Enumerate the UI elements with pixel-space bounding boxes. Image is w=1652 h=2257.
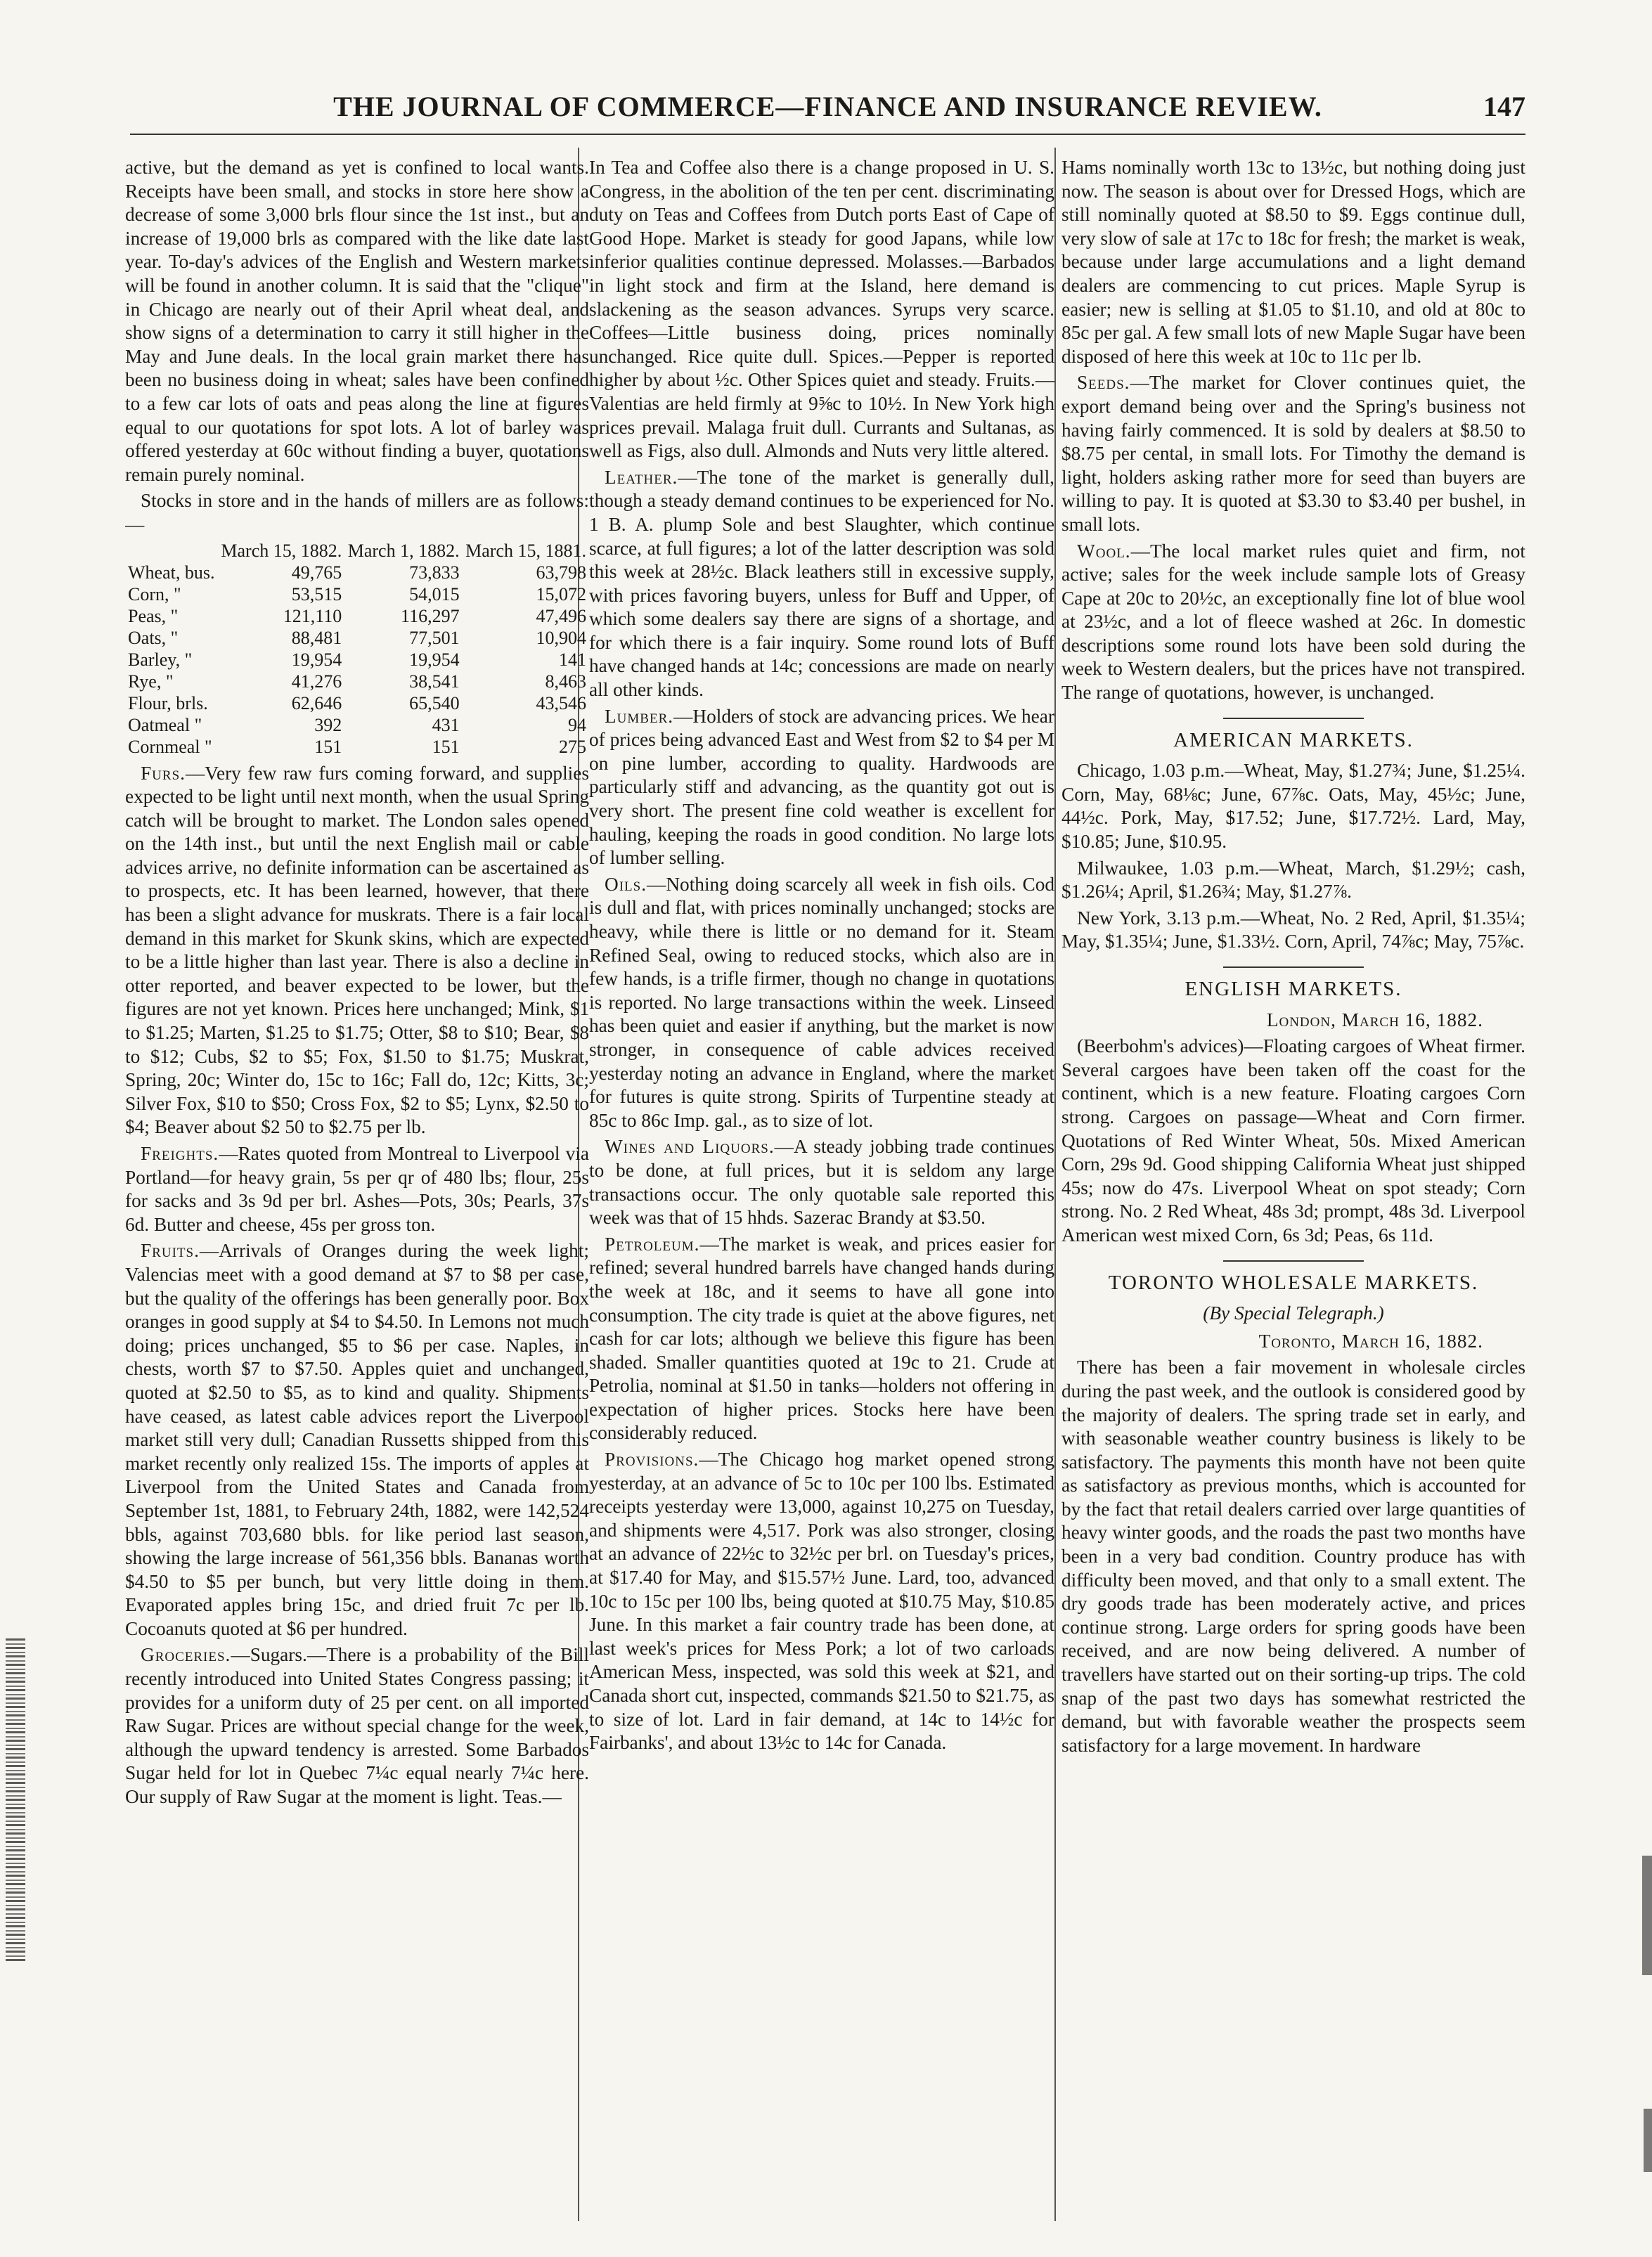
stock-value: 141 xyxy=(559,649,586,670)
lumber-heading: Lumber. xyxy=(605,705,674,727)
stock-value: 53,515 xyxy=(291,583,342,604)
stock-commodity: Cornmeal " xyxy=(128,736,212,757)
furs-paragraph: Furs.—Very few raw furs coming forward, and supplies expected to be light until next month, when the usual Spring catch will be brought to market. The London sales opened on the 14th inst., but until the next English mail or cable advices arrive, no definite information can be ascertained as to prospects, etc. It has been learned, however, that there has been a slight advance for muskrats. There is a fair local demand in this market for Skunk skins, which are expected to be a little higher than last year. There is also a decline in otter reported, and beaver expected to be lower, but the figures are not yet known. Prices here unchanged; Mink, $1 to $1.25; Marten, $1.25 to $1.75; Otter, $8 to $10; Bear, $8 to $12; Cubs, $2 to $5; Fox, $1.50 to $1.75; Muskrat, Spring, 20c; Winter do, 15c to 16c; Fall do, 12c; Kitts, 3c; Silver Fox, $10 to $50; Cross Fox, $2 to $5; Lynx, $2.50 to $4; Beaver about $2 50 to $2.75 per lb. xyxy=(125,762,589,1138)
stock-value: 431 xyxy=(432,714,460,735)
seeds-paragraph: Seeds.—The market for Clover continues quiet, the export demand being over and the Spring's business not having fairly commenced. It is sold by dealers at $8.50 to $8.75 per cental, in small lots. For Timothy the demand is light, holders asking rather more for seed than buyers are willing to pay. It is quoted at $3.30 to $3.40 per bushel, in small lots. xyxy=(1061,372,1525,535)
stock-commodity: Flour, brls. xyxy=(128,692,208,713)
section-rule xyxy=(1223,1260,1364,1262)
stock-value: 392 xyxy=(314,714,342,735)
page-number: 147 xyxy=(1483,91,1525,122)
leather-paragraph: Leather.—The tone of the market is generally dull, though a steady demand continues to be experienced for No. 1 B. A. plump Sole and best Slaughter, which continue scarce, at full figures; a lot of the latter description was sold this week at 28½c. Black leathers still in excessive supply, with prices favoring buyers, unless for Buff and Upper, of which some dealers say there are signs of a shortage, and for which there is a fair inquiry. Some round lots of Buff have changed hands at 14c; concessions are made on nearly all other kinds. xyxy=(589,466,1054,701)
stock-value: 275 xyxy=(559,736,586,757)
provisions-paragraph: Provisions.—The Chicago hog market opened strong yesterday, at an advance of 5c to 10c per 100 lbs. Estimated receipts yesterday were 13,000, against 10,275 on Tuesday, and shipments were 4,517. Pork was also stronger, closing at an advance of 22½c to 32½c per brl. on Tuesday's prices, at $17.40 for May, and $15.57½ June. Lard, too, advanced 10c to 15c per 100 lbs, being quoted at $10.75 May, $10.85 June. In this market a fair country trade has been done, at last week's prices for Mess Pork; a lot of two carloads American Mess, inspected, was sold this week at $21, and Canada short cut, inspected, commands $21.50 to $21.75, as to size of lot. Lard in fair demand, at 14c to 14½c for Fairbanks', and about 13½c to 14c for Canada. xyxy=(589,1449,1054,1754)
stock-table-row xyxy=(125,649,589,671)
stocks-intro: Stocks in store and in the hands of millers are as follows:— xyxy=(125,490,589,535)
american-new-york: New York, 3.13 p.m.—Wheat, No. 2 Red, April, $1.35¼; May, $1.35¼; June, $1.33½. Corn, April, 74⅞c; May, 75⅞c. xyxy=(1061,907,1525,952)
hams-paragraph: Hams nominally worth 13c to 13½c, but nothing doing just now. The season is about over for Dressed Hogs, which are still nominally quoted at $8.50 to $9. Eggs continue dull, very slow of sale at 17c to 18c for fresh; the market is weak, because under large accumulations and a light demand dealers are commencing to cut prices. Maple Syrup is easier; new is selling at $1.05 to $1.10, and old at 80c to 85c per gal. A few small lots of new Maple Sugar have been disposed of here this week at 10c to 11c per lb. xyxy=(1061,157,1525,367)
stock-commodity: Peas, " xyxy=(128,605,179,626)
provisions-heading: Provisions. xyxy=(605,1449,699,1470)
wines-heading: Wines and Liquors. xyxy=(605,1136,775,1158)
groceries-heading: Groceries. xyxy=(141,1644,231,1666)
stock-table-row xyxy=(125,736,589,758)
stock-table-row xyxy=(125,671,589,692)
stock-table-row xyxy=(125,562,589,583)
freights-paragraph: Freights.—Rates quoted from Montreal to Liverpool via Portland—for heavy grain, 5s per qr of 480 lbs; flour, 25s for sacks and 3s 9d per brl. Ashes—Pots, 30s; Pearls, 37s 6d. Butter and cheese, 45s per gross ton. xyxy=(125,1143,589,1235)
stock-value: 15,072 xyxy=(536,583,586,604)
stock-table xyxy=(125,540,589,758)
lumber-paragraph: Lumber.—Holders of stock are advancing prices. We hear of prices being advanced East and West from $2 to $4 per M on pine lumber, according to quality. Hardwoods are particularly stiff and advancing, as the quantity got out is very short. The present fine cold weather is excellent for hauling, keeping the roads in good condition. No large lots of lumber selling. xyxy=(589,705,1054,869)
freights-heading: Freights. xyxy=(141,1143,219,1164)
column-rule-2 xyxy=(1054,148,1056,2221)
stock-value: 10,904 xyxy=(536,627,586,648)
stock-commodity: Corn, " xyxy=(128,583,181,604)
header-rule xyxy=(130,134,1525,135)
stock-table-row xyxy=(125,583,589,605)
toronto-markets-heading: TORONTO WHOLESALE MARKETS. xyxy=(1108,1271,1479,1294)
fruits-heading: Fruits. xyxy=(141,1240,200,1262)
fruits-paragraph: Fruits.—Arrivals of Oranges during the week light; Valencias meet with a good demand at $7 to $8 per case, but the quality of the offerings has been generally poor. Box oranges in good supply at $4 to $4.50. In Lemons not much doing; prices unchanged, $5 to $6 per case. Naples, in chests, worth $7 to $7.50. Apples quiet and unchanged, quoted at $2.50 to $5, as to kind and quality. Shipments have ceased, as latest cable advices report the Liverpool market still very dull; Canadian Russetts shipped from this market recently only realized 15s. The imports of apples at Liverpool from the United States and Canada from September 1st, 1881, to February 24th, 1882, were 142,524 bbls, against 703,680 bbls. for like period last season, showing the large increase of 561,356 bbls. Bananas worth $4.50 to $5 per bunch, but very little doing in them. Evaporated apples bring 15c, and dried fruit 7c per lb. Cocoanuts quoted at $6 per hundred. xyxy=(125,1240,589,1639)
stock-commodity: Barley, " xyxy=(128,649,193,670)
scan-edge-mark xyxy=(1644,2109,1652,2172)
stock-table-row xyxy=(125,714,589,736)
toronto-subheading: (By Special Telegraph.) xyxy=(1203,1302,1384,1324)
stock-value: 19,954 xyxy=(409,649,460,670)
stock-commodity: Oatmeal " xyxy=(128,714,202,735)
stock-value: 121,110 xyxy=(283,605,342,626)
stock-commodity: Wheat, bus. xyxy=(128,562,215,583)
stock-value: 38,541 xyxy=(409,671,460,692)
furs-heading: Furs. xyxy=(141,762,186,784)
english-markets-paragraph: (Beerbohm's advices)—Floating cargoes of Wheat firmer. Several cargoes have been taken off the coast for the continent, which is a new feature. Floating cargoes Corn strong. Cargoes on passage—Wheat and Corn firmer. Quotations of Red Winter Wheat, 50s. Mixed American Corn, 29s 9d. Good shipping California Wheat just shipped 45s; now do 47s. Liverpool Wheat on spot steady; Corn strong. No. 2 Red Wheat, 48s 3d; prompt, 48s 3d. Liverpool American west mixed Corn, 6s 3d; Peas, 6s 11d. xyxy=(1061,1035,1525,1246)
stock-table-row xyxy=(125,692,589,714)
english-dateline: London, March 16, 1882. xyxy=(1266,1009,1483,1030)
american-markets-heading: AMERICAN MARKETS. xyxy=(1173,728,1414,751)
stock-value: 8,463 xyxy=(545,671,586,692)
leather-heading: Leather. xyxy=(605,466,678,488)
stock-value: 65,540 xyxy=(409,692,460,713)
stock-table-row xyxy=(125,627,589,649)
seeds-heading: Seeds. xyxy=(1077,372,1130,394)
stock-value: 73,833 xyxy=(409,562,460,583)
stock-commodity: Rye, " xyxy=(128,671,174,692)
stock-value: 62,646 xyxy=(291,692,342,713)
stock-value: 47,496 xyxy=(536,605,586,626)
teas-paragraph: In Tea and Coffee also there is a change proposed in U. S. Congress, in the abolition of the ten per cent. discriminating duty on Teas and Coffees from Dutch ports East of Cape of Good Hope. Market is steady for good Japans, while low inferior qualities continue depressed. Molasses.—Barbados in light stock and firm at the Island, here demand is slackening as the season advances. Syrups very scarce. Coffees—Little business doing, prices nominally unchanged. Rice quite dull. Spices.—Pepper is reported higher by about ½c. Other Spices quiet and steady. Fruits.—Valentias are held firmly at 9⅝c to 10½. In New York high prices prevail. Malaga fruit dull. Currants and Sultanas, as well as Figs, also dull. Almonds and Nuts very little altered. xyxy=(589,157,1054,462)
stock-value: 77,501 xyxy=(409,627,460,648)
grain-market-paragraph: active, but the demand as yet is confined to local wants. Receipts have been small, and stocks in store here show a decrease of some 3,000 brls flour since the 1st inst., but an increase of 19,000 brls as compared with the like date last year. To-day's advices of the English and Western markets will be found in another column. It is said that the "clique" in Chicago are nearly out of their April wheat deal, and show signs of a determination to carry it still higher in the May and June deals. In the local grain market there has been no business doing in wheat; sales have been confined to a few car lots of oats and peas along the line at figures equal to our quotations for spot lots. A lot of barley was offered yesterday at 60c without finding a buyer, quotations remain purely nominal. xyxy=(125,157,589,485)
american-chicago: Chicago, 1.03 p.m.—Wheat, May, $1.27¾; June, $1.25¼. Corn, May, 68⅛c; June, 67⅞c. Oats, May, 45½c; June, 44½c. Pork, May, $17.52; June, $17.72½. Lard, May, $10.85; June, $10.95. xyxy=(1061,760,1525,853)
english-markets-heading: ENGLISH MARKETS. xyxy=(1185,978,1402,1000)
section-rule xyxy=(1223,718,1364,719)
american-milwaukee: Milwaukee, 1.03 p.m.—Wheat, March, $1.29½; cash, $1.26¼; April, $1.26¾; May, $1.27⅞. xyxy=(1061,857,1525,903)
page-header xyxy=(130,90,1525,132)
groceries-paragraph: Groceries.—Sugars.—There is a probability of the Bill recently introduced into United States Congress passing; it provides for a uniform duty of 25 per cent. on all imported Raw Sugar. Prices are without special change for the week, although the upward tendency is arrested. Some Barbados Sugar held for lot in Quebec 7¼c equal nearly 7¼c here. Our supply of Raw Sugar at the moment is light. Teas.— xyxy=(125,1644,589,1808)
petroleum-heading: Petroleum. xyxy=(605,1233,700,1255)
petroleum-paragraph: Petroleum.—The market is weak, and prices easier for refined; several hundred barrels have changed hands during the week at 18c, and it seems to have all gone into consumption. The city trade is quiet at the above figures, net cash for car lots; although we believe this figure has been shaded. Smaller quantities quoted at 19c to 21. Crude at Petrolia, nominal at $1.50 in tanks—holders not offering in expectation of higher prices. Stocks here have been considerably reduced. xyxy=(589,1233,1054,1444)
toronto-dateline: Toronto, March 16, 1882. xyxy=(1258,1330,1483,1352)
wines-paragraph: Wines and Liquors.—A steady jobbing trade continues to be done, at full prices, but it is seldom any large transactions occur. The only quotable sale reported this week was that of 15 hhds. Sazerac Brandy at $3.50. xyxy=(589,1136,1054,1229)
stock-value: 41,276 xyxy=(291,671,342,692)
stock-value: 88,481 xyxy=(291,627,342,648)
stock-value: 151 xyxy=(314,736,342,757)
scan-edge-mark xyxy=(1642,1856,1652,1975)
column-1 xyxy=(125,156,589,2223)
stock-value: 49,765 xyxy=(291,562,342,583)
stock-value: 94 xyxy=(568,714,586,735)
oils-paragraph: Oils.—Nothing doing scarcely all week in fish oils. Cod is dull and flat, with prices nominally unchanged; stocks are heavy, while there is little or no demand for it. Steam Refined Seal, owing to reduced stocks, which also are in few hands, is a trifle firmer, though no change in quotations is reported. No large transactions within the week. Linseed has been quiet and easier if anything, but the market is now stronger, in consequence of cable advices received yesterday noting an advance in England, where the market for futures is quite strong. Spirits of Turpentine steady at 85c to 86c Imp. gal., as to size of lot. xyxy=(589,873,1054,1131)
running-head: THE JOURNAL OF COMMERCE—FINANCE AND INSURANCE REVIEW. xyxy=(333,91,1322,122)
stock-value: 54,015 xyxy=(409,583,460,604)
column-3 xyxy=(1061,156,1525,2223)
stock-value: 151 xyxy=(432,736,460,757)
oils-heading: Oils. xyxy=(605,873,647,895)
stock-table-body xyxy=(125,562,589,758)
wool-paragraph: Wool.—The local market rules quiet and firm, not active; sales for the week include sample lots of Greasy Cape at 20c to 20½c, an exceptionally fine lot of blue wool at 23½c, and a lot of fleece washed at 26c. In domestic descriptions some round lots have been sold during the week to Western dealers, but the prices have not transpired. The range of quotations, however, is unchanged. xyxy=(1061,540,1525,704)
stock-table-header: March 15, 1882. March 1, 1882. March 15, 1881. xyxy=(221,540,586,561)
section-rule xyxy=(1223,966,1364,968)
column-2 xyxy=(589,156,1054,2223)
toronto-markets-paragraph: There has been a fair movement in wholesale circles during the past week, and the outlook is considered good by the majority of dealers. The spring trade set in early, and with seasonable weather country business is likely to be satisfactory. The payments this month have not been quite as satisfactory as previous months, which is accounted for by the fact that retail dealers carried over large quantities of heavy winter goods, and the roads the past two months have been in a very bad condition. Country produce has with difficulty been moved, and that only to a small extent. The dry goods trade has been moderately active, and prices continue strong. Large orders for spring goods have been received, and are now being delivered. A number of travellers have started out on their sorting-up trips. The cold snap of the past two days has somewhat restricted the demand, but with favorable weather the prospects seem satisfactory for a large movement. In hardware xyxy=(1061,1357,1525,1756)
stock-table-row xyxy=(125,605,589,627)
scan-edge-strip xyxy=(6,1638,25,1961)
stock-commodity: Oats, " xyxy=(128,627,179,648)
wool-heading: Wool. xyxy=(1077,540,1131,562)
stock-value: 19,954 xyxy=(291,649,342,670)
stock-value: 43,546 xyxy=(536,692,586,713)
stock-value: 63,798 xyxy=(536,562,586,583)
stock-value: 116,297 xyxy=(401,605,460,626)
